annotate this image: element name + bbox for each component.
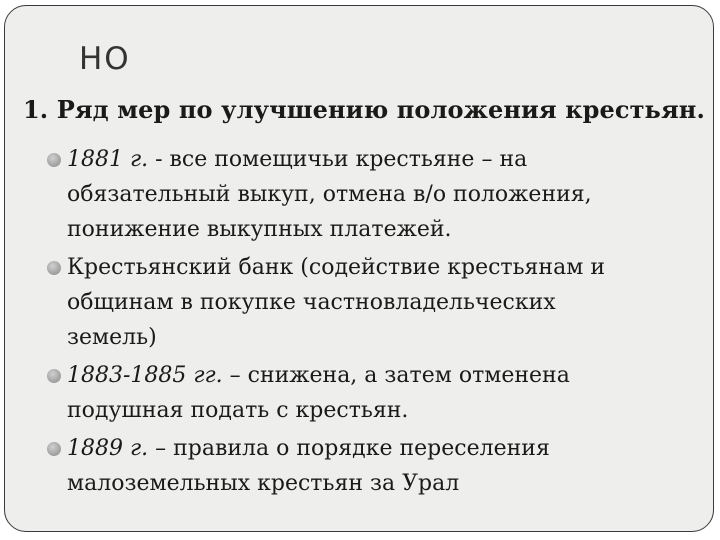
slide-title: НО (79, 41, 131, 77)
bullet-item-1883-1885 (5, 358, 715, 428)
bullet-item-1889 (5, 431, 715, 501)
bullet-line: Крестьянский банк (содействие крестьянам и (67, 255, 605, 280)
bullet-text: - все помещичьи крестьяне – на (148, 147, 528, 172)
bullet-dot-icon (47, 261, 61, 275)
bullet-line: обязательный выкуп, отмена в/о положения, (67, 182, 592, 207)
bullet-dot-icon (47, 442, 61, 456)
bullet-line: общинам в покупке частновладельческих (67, 290, 556, 315)
bullet-dot-icon (47, 153, 61, 167)
date-label: 1881 г. (67, 147, 149, 172)
date-label: 1889 г. (67, 436, 149, 461)
bullet-line (67, 358, 705, 393)
bullet-text: – правила о порядке переселения (148, 436, 550, 461)
section-heading: 1. Ряд мер по улучшению положения крестьян. (23, 95, 705, 124)
bullet-line: понижение выкупных платежей. (67, 217, 452, 242)
bullet-line: земель) (67, 325, 157, 350)
bullet-dot-icon (47, 369, 61, 383)
bullet-list (5, 142, 715, 504)
content-panel (4, 5, 714, 532)
bullet-item-bank (5, 250, 715, 355)
bullet-line: подушная подать с крестьян. (67, 398, 409, 423)
bullet-line (67, 431, 705, 466)
bullet-item-1881 (5, 142, 715, 247)
date-label: 1883-1885 гг. (67, 363, 223, 388)
bullet-text: – снижена, а затем отменена (222, 363, 570, 388)
bullet-line: малоземельных крестьян за Урал (67, 471, 460, 496)
bullet-line (67, 142, 705, 177)
